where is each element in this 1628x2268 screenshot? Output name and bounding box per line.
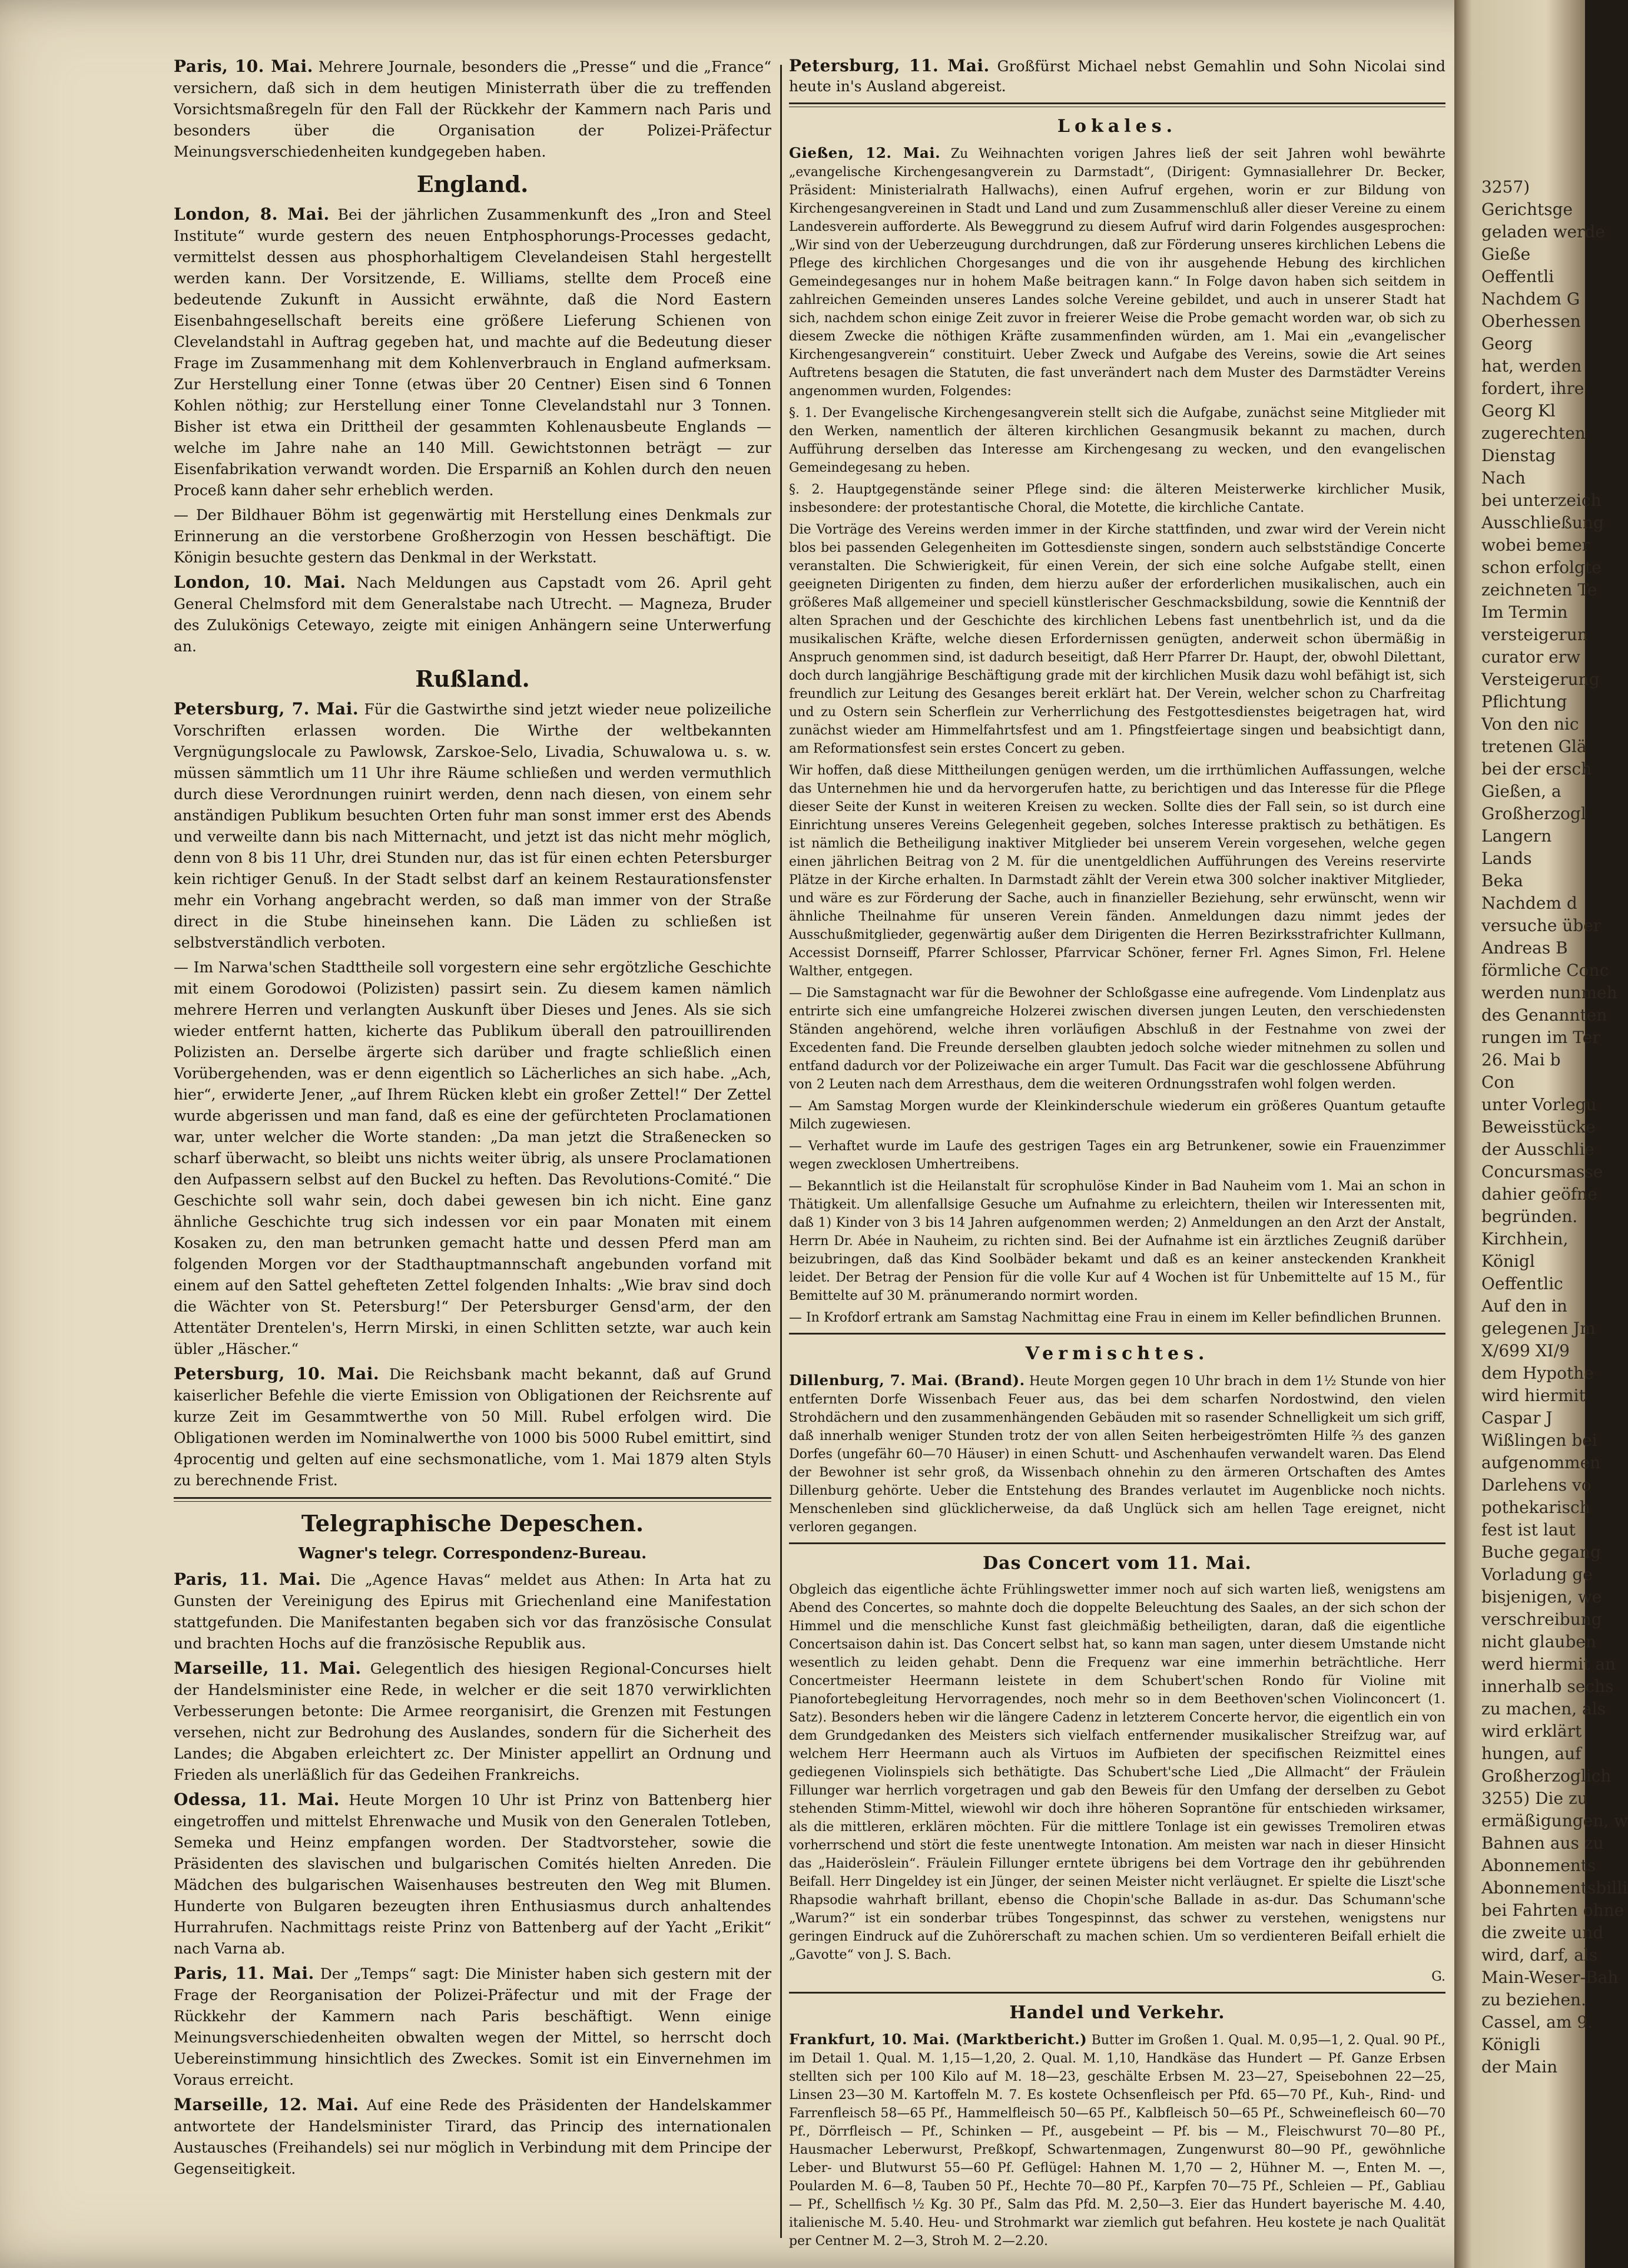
section-subtitle-telegraphic: Wagner's telegr. Correspondenz-Bureau. xyxy=(298,1545,647,1562)
edge-text-line: rungen im Ter xyxy=(1481,1028,1600,1047)
dateline: Paris, 10. Mai. xyxy=(174,57,313,76)
article-paragraph xyxy=(789,521,1445,758)
edge-text-line: zeichneten Te xyxy=(1481,580,1597,600)
edge-text-line: Großherzogl xyxy=(1481,804,1586,823)
article-text: Heute Morgen gegen 10 Uhr brach in dem 1½ Stunde von hier entfernten Dorfe Wissenbach Feuer aus, das bei dem scharfen Nordostwind, den vielen Strohdächern und den zusammenhängenden Gebäuden mit so rasender Schnelligkeit um sich griff, daß innerhalb weniger Stunden trotz der von allen Seiten herbeigeströmten Hilfe ⅔ des ganzen Dorfes (ungefähr 60—70 Häuser) in einen Schutt- und Aschenhaufen verwandelt waren. Das Elend der Bewohner ist sehr groß, da Wissenbach ohnehin zu den ärmeren Ortschaften des Amtes Dillenburg gehörte. Ueber die Entstehung des Brandes verlautet im Augenblicke noch nichts. Menschenleben sind glücklicherweise, da daß Unglück sich am hellen Tage ereignet, nicht verloren gegangen. xyxy=(789,1374,1445,1535)
column-divider xyxy=(780,65,782,2238)
article-paragraph xyxy=(174,204,771,501)
edge-text-line: Cassel, am 9. xyxy=(1481,2012,1593,2032)
edge-text-line: zu machen, als xyxy=(1481,1699,1606,1719)
right-column xyxy=(789,56,1445,2254)
section-title-lokales: Lokales. xyxy=(1057,116,1178,137)
article-text: — Der Bildhauer Böhm ist gegenwärtig mit Herstellung eines Denkmals zur Erinnerung an die verstorbene Großherzogin von Hessen beschäftigt. Die Königin besuchte gestern das Denkmal in der Werkstatt. xyxy=(174,506,771,566)
left-column xyxy=(174,56,771,2183)
edge-text-line: Nach xyxy=(1481,468,1526,488)
edge-text-line: 3255) Die zu xyxy=(1481,1789,1588,1808)
article-paragraph xyxy=(174,1789,771,1959)
article-paragraph xyxy=(789,481,1445,517)
edge-text-line: nicht glauben xyxy=(1481,1632,1596,1651)
edge-text-line: Auf den in xyxy=(1481,1296,1567,1316)
section-divider xyxy=(789,1992,1445,1994)
edge-text-line: aufgenommen xyxy=(1481,1453,1601,1472)
edge-text-line: Gieße xyxy=(1481,244,1531,264)
edge-text-line: wird hiermit xyxy=(1481,1386,1586,1405)
section-divider xyxy=(789,102,1445,107)
edge-text-line: Ausschließung xyxy=(1481,513,1604,532)
edge-text-line: dem Hypothe xyxy=(1481,1363,1594,1383)
edge-text-line: des Genannten xyxy=(1481,1005,1607,1025)
article-text: — Verhaftet wurde im Laufe des gestrigen Tages ein arg Betrunkener, sowie ein Frauenzimmer wegen zwecklosen Umhertreibens. xyxy=(789,1139,1445,1172)
edge-text-line: Georg xyxy=(1481,334,1533,353)
edge-text-line: Im Termin xyxy=(1481,602,1568,622)
edge-text-line: bei Fahrten ohne xyxy=(1481,1901,1624,1920)
edge-text-line: Oeffentlic xyxy=(1481,1274,1563,1293)
dateline: Petersburg, 7. Mai. xyxy=(174,699,359,719)
edge-text-line: werd hiermit an xyxy=(1481,1654,1616,1674)
edge-text-line: Gießen, a xyxy=(1481,782,1561,801)
dateline: Marseille, 11. Mai. xyxy=(174,1658,362,1678)
edge-text-line: Langern xyxy=(1481,826,1552,846)
dateline: Dillenburg, 7. Mai. (Brand). xyxy=(789,1372,1025,1389)
dateline: Petersburg, 10. Mai. xyxy=(174,1364,380,1383)
edge-text-line: Oberhessen xyxy=(1481,312,1581,331)
article-text: — Am Samstag Morgen wurde der Kleinkinderschule wiederum ein größeres Quantum getaufte Milch zugewiesen. xyxy=(789,1099,1445,1132)
article-paragraph xyxy=(174,2094,771,2180)
article-text: §. 2. Hauptgegenstände seiner Pflege sind: die älteren Meisterwerke kirchlicher Musik, insbesondere: der protestantische Choral, die Motette, die kirchliche Cantate. xyxy=(789,482,1445,515)
section-title-russland: Rußland. xyxy=(415,665,530,692)
article-paragraph xyxy=(789,984,1445,1094)
article-text: Bei der jährlichen Zusammenkunft des „Iron and Steel Institute“ wurde gestern des neuen Entphosphorungs-Processes gedacht, vermittelst dessen aus phosphorhaltigem Clevelandeisen Stahl hergestellt werden kann. Der Vorsitzende, E. Williams, stellte dem Proceß eine bedeutende Zukunft in Aussicht erwähnte, daß die Nord Eastern Eisenbahngesellschaft bereits eine größere Lieferung Schienen von Clevelandstahl in Auftrag gegeben hat, und machte auf die Bedeutung dieser Frage im Zusammenhang mit dem Kohlenverbrauch in England aufmerksam. Zur Herstellung einer Tonne (etwas über 20 Centner) Eisen sind 6 Tonnen Kohlen nöthig; zur Herstellung einer Tonne Clevelandstahl nur 3 Tonnen. Bisher ist etwa ein Drittheil der gesammten Kohlenausbeute Englands — welche im Jahre nahe an 140 Mill. Gewichtstonnen beträgt — zur Eisenfabrikation verwandt worden. Die Ersparniß an Kohlen durch den neuen Proceß kann daher sehr erheblich werden. xyxy=(174,206,772,499)
article-text: Mehrere Journale, besonders die „Presse“ und die „France“ versichern, daß sich in dem heutigen Ministerrath über die zu treffenden Vorsichtsmaßregeln für den Fall der Rückkehr der Kammern nach Paris und besonders über die Organisation der Polizei-Präfectur Meinungsverschiedenheiten kundgegeben haben. xyxy=(174,58,771,160)
article-paragraph xyxy=(789,1309,1445,1327)
edge-text-line: Beka xyxy=(1481,871,1523,890)
edge-text-line: gelegenen Jm xyxy=(1481,1319,1596,1338)
article-paragraph xyxy=(789,1371,1445,1537)
edge-text-line: Bahnen aus zu xyxy=(1481,1833,1604,1853)
dateline: Odessa, 11. Mai. xyxy=(174,1790,340,1809)
edge-text-line: 3257) xyxy=(1481,177,1530,197)
article-text: Nach Meldungen aus Capstadt vom 26. April geht General Chelmsford mit dem Generalstabe nach Utrecht. — Magneza, Bruder des Zulukönigs Cetewayo, zeigte mit einigen Anhängern seine Unterwerfung an. xyxy=(174,574,771,655)
russland-articles xyxy=(174,698,771,1491)
edge-text-line: dahier geöfne xyxy=(1481,1184,1597,1204)
dateline: Frankfurt, 10. Mai. (Marktbericht.) xyxy=(789,2031,1087,2048)
edge-text-line: bei unterzeich xyxy=(1481,491,1602,510)
edge-text-line: die zweite und xyxy=(1481,1923,1604,1942)
edge-text-line: Pflichtung xyxy=(1481,692,1567,711)
section-title-vermischtes: Vermischtes. xyxy=(1025,1343,1209,1364)
article-text: Die „Agence Havas“ meldet aus Athen: In Arta hat zu Gunsten der Vereinigung des Epirus mit Griechenland eine Manifestation stattgefunden. Die Manifestanten begaben sich vor das französische Consulat und brachten Hochs auf die französische Republik aus. xyxy=(174,1571,771,1652)
edge-text-line: Königl xyxy=(1481,1251,1535,1271)
article-text: — Bekanntlich ist die Heilanstalt für scrophulöse Kinder in Bad Nauheim vom 1. Mai an schon in Thätigkeit. Um allenfallsige Gesuche um Aufnahme zu erleichtern, theilen wir Interessenten mit, daß 1) Kinder von 3 bis 14 Jahren aufgenommen werden; 2) Anmeldungen an den Arzt der Anstalt, Herrn Dr. Abée in Nauheim, zu richten sind. Bei der Aufnahme ist ein ärztliches Zeugniß darüber beizubringen, daß das Kind Soolbäder bekamt und daß es an keiner ansteckenden Krankheit leidet. Der Betrag der Pension für die volle Kur auf 4 Wochen ist für Unbemittelte auf 15 M., für Bemittelte auf 30 M. pränumerando normirt worden. xyxy=(789,1179,1445,1303)
signature: G. xyxy=(1431,1969,1445,1984)
edge-text-line: wobei bemer xyxy=(1481,535,1590,555)
article-text: — Im Narwa'schen Stadttheile soll vorgestern eine sehr ergötzliche Geschichte mit einem Gorodowoi (Polizisten) passirt sein. Zu diesem kamen nämlich mehrere Herren und verlangten Auskunft über Dieses und Jenes. Als sie sich wieder entfernt hatten, kicherte das Publikum überall den patrouillirenden Polizisten an. Derselbe ärgerte sich darüber und fragte schließlich einen Vorübergehenden, was er denn eigentlich so Lächerliches an sich habe. „Ach, hier“, erwiderte Jener, „auf Ihrem Rücken klebt ein großer Zettel!“ Der Zettel wurde abgerissen und man fand, daß es eine der gefürchteten Proclamationen war, unter welcher die Worte standen: „Da man jetzt die Straßenecken so scharf überwacht, so bleibt uns nichts weiter übrig, als unsere Proclamationen den Aufpassern selbst auf den Buckel zu heften. Das Revolutions-Comité.“ Die Geschichte soll wahr sein, doch dabei gewesen bin ich nicht. Eine ganz ähnliche Geschichte trug sich indessen vor ein paar Monaten mit einem Kosaken zu, den man betrunken gemacht hatte und dessen Pferd man am folgenden Morgen vor der Stadthauptmannschaft angebunden vorfand mit einem auf den Sattel gehefteten Zettel folgenden Inhalts: „Wie brav sind doch die Wächter von St. Petersburg!“ Der Petersburger Gensd'arm, der den Attentäter Drentelen's, Herrn Mirski, in einen Schlitten setzte, war auch kein übler „Häscher.“ xyxy=(174,959,771,1358)
edge-text-line: Gerichtsge xyxy=(1481,200,1573,219)
edge-text-line: Beweisstücke xyxy=(1481,1117,1596,1137)
dateline: Marseille, 12. Mai. xyxy=(174,2095,359,2114)
edge-text-line: Königli xyxy=(1481,2035,1540,2054)
edge-text-line: X/699 XI/9 xyxy=(1481,1341,1570,1360)
article-text: — Die Samstagnacht war für die Bewohner der Schloßgasse eine aufregende. Vom Lindenplatz aus entrirte sich eine umfangreiche Holzerei zwischen diversen jungen Leuten, den verschiedensten Ständen angehörend, welche ihren vorläufigen Abschluß in der Festnahme von zwei der Excedenten fand. Die Freunde derselben glaubten jedoch solche wieder mitnehmen zu sollen und entfand dadurch vor der Polizeiwache ein arger Tumult. Das Facit war die geschlossene Abführung von 2 Leuten nach dem Arresthaus, dem die weiteren Ordnungsstrafen wohl folgen werden. xyxy=(789,986,1445,1092)
edge-text-line: versuche über xyxy=(1481,916,1602,935)
article-paragraph xyxy=(789,404,1445,477)
section-divider xyxy=(789,1542,1445,1544)
edge-text-line: tretenen Glä xyxy=(1481,737,1587,756)
dateline: Paris, 11. Mai. xyxy=(174,1964,314,1983)
edge-text-line: förmliche Conc xyxy=(1481,961,1609,980)
article-paragraph xyxy=(789,1137,1445,1174)
edge-text-line: Vorladung ge xyxy=(1481,1565,1593,1584)
section-title-concert: Das Concert vom 11. Mai. xyxy=(983,1553,1252,1574)
edge-text-line: unter Vorlegu xyxy=(1481,1095,1597,1114)
edge-text-line: Nachdem G xyxy=(1481,289,1580,309)
edge-text-line: hungen, auf xyxy=(1481,1744,1581,1763)
article-text: §. 1. Der Evangelische Kirchengesangverein stellt sich die Aufgabe, zunächst seine Mitglieder mit den Werken, namentlich der älteren kirchlichen Gesangmusik bekannt zu machen, durch Aufführung derselben das Interesse am Kirchengesang zu wecken, und den evangelischen Gemeindegesang zu heben. xyxy=(789,406,1445,475)
edge-text-line: Von den nic xyxy=(1481,714,1579,734)
edge-text-line: geladen werde xyxy=(1481,222,1605,241)
edge-text-line: zugerechten xyxy=(1481,423,1586,443)
edge-text-line: werden nunmeh xyxy=(1481,983,1617,1002)
edge-text-line: wird erklärt xyxy=(1481,1721,1582,1741)
concert-review xyxy=(789,1581,1445,1964)
article-text: — In Krofdorf ertrank am Samstag Nachmittag eine Frau in einem im Keller befindlichen Brunnen. xyxy=(789,1310,1441,1325)
dateline: London, 10. Mai. xyxy=(174,572,346,592)
section-title-handel: Handel und Verkehr. xyxy=(1009,2002,1225,2023)
dateline: Petersburg, 11. Mai. xyxy=(789,56,990,75)
edge-text-line: Concursmasse xyxy=(1481,1162,1603,1181)
edge-text-line: Abonnements xyxy=(1481,1856,1596,1875)
article-text: Auf eine Rede des Präsidenten der Handelskammer antwortete der Handelsminister Tirard, das Princip des internationalen Austausches (Freihandels) sei nur möglich in Verbindung mit dem Principe der Gegenseitigkeit. xyxy=(174,2097,771,2177)
edge-text-line: bisjenigen, we xyxy=(1481,1587,1602,1607)
edge-text-line: schon erfolgte xyxy=(1481,558,1602,577)
article-paragraph xyxy=(174,698,771,953)
dateline: London, 8. Mai. xyxy=(174,204,330,224)
article-paragraph xyxy=(174,1963,771,2091)
edge-text-line: wird, darf, als xyxy=(1481,1945,1598,1965)
edge-text-line: Main-Weser-Bah xyxy=(1481,1968,1619,1987)
edge-text-line: zu beziehen. xyxy=(1481,1990,1586,2009)
edge-text-line: curator erw xyxy=(1481,647,1581,667)
section-divider xyxy=(789,1333,1445,1335)
edge-text-line: fordert, ihre xyxy=(1481,379,1584,398)
article-paragraph xyxy=(174,572,771,657)
edge-text-line: versteigerun xyxy=(1481,625,1588,644)
article-paragraph xyxy=(789,1097,1445,1134)
edge-text-line: der Ausschlie xyxy=(1481,1140,1594,1159)
edge-text-line: pothekarisch xyxy=(1481,1498,1590,1517)
edge-text-line: Andreas B xyxy=(1481,938,1568,958)
article-petersburg-11-mai xyxy=(789,56,1445,97)
edge-text-line: Versteigerung xyxy=(1481,670,1600,689)
england-articles xyxy=(174,204,771,657)
edge-text-line: Abonnementsbilli xyxy=(1481,1878,1628,1898)
article-paragraph xyxy=(174,1569,771,1654)
section-title-england: England. xyxy=(416,171,529,197)
edge-text-line: Dienstag xyxy=(1481,446,1556,465)
section-title-telegraphic: Telegraphische Depeschen. xyxy=(301,1510,644,1537)
article-text: Für die Gastwirthe sind jetzt wieder neue polizeiliche Vorschriften erlassen worden. Die Wirthe der weltbekannten Vergnügungslocale zu Pawlowsk, Zarskoe-Selo, Livadia, Schuwalowa u. s. w. müssen sämmtlich um 11 Uhr ihre Räume schließen und werden vermuthlich durch diese Verordnungen ruinirt werden, denn nach diesen, von einem sehr anständigen Publikum besuchten Orten fuhr man sonst immer erst des Abends und verweilte dann bis nach Mitternacht, und jetzt ist das nicht mehr möglich, denn von 8 bis 11 Uhr, drei Stunden nur, das ist für einen echten Petersburger kein richtiger Genuß. In der Stadt selbst darf an keinem Restaurationsfenster mehr ein Vorhang angebracht werden, so daß man immer von der Straße direct in die Stube hineinsehen kann. Die Läden zu schließen ist selbstverständlich verboten. xyxy=(174,701,771,951)
telegraphic-articles xyxy=(174,1569,771,2180)
edge-text-line: Darlehens vo xyxy=(1481,1475,1591,1495)
lokales-articles xyxy=(789,144,1445,1327)
edge-text-line: Buche gegang xyxy=(1481,1542,1601,1562)
edge-text-line: 26. Mai b xyxy=(1481,1050,1561,1070)
article-text: Heute Morgen 10 Uhr ist Prinz von Battenberg hier eingetroffen und mittelst Ehrenwache und Musik von den Generalen Totleben, Semeka und Heinz empfangen worden. Der Stadtvorsteher, sowie die Präsidenten des slavischen und bulgarischen Comités hielten Anreden. Die Mädchen des bulgarischen Waisenhauses bestreuten den Weg mit Blumen. Hunderte von Bulgaren bezeugten ihren Enthusiasmus durch anhaltendes Hurrahrufen. Nachmittags reiste Prinz von Battenberg auf der Yacht „Erikit“ nach Varna ab. xyxy=(174,1792,771,1957)
edge-text-line: Nachdem d xyxy=(1481,893,1577,913)
article-text: Der „Temps“ sagt: Die Minister haben sich gestern mit der Frage der Reorganisation der Polizei-Präfectur und mit der Frage der Rückkehr der Kammern nach Paris beschäftigt. Wenn einige Meinungsverschiedenheiten obwalten wegen der Mittel, so herrscht doch Uebereinstimmung hinsichtlich des Zweckes. Somit ist ein Einvernehmen im Voraus erreicht. xyxy=(174,1965,771,2088)
edge-text-line: Con xyxy=(1481,1072,1515,1092)
edge-text-line: Lands xyxy=(1481,849,1532,868)
article-paragraph xyxy=(174,1658,771,1786)
edge-text-line: bei der ersch xyxy=(1481,759,1592,779)
dateline: Paris, 11. Mai. xyxy=(174,1570,321,1589)
article-paris-10-mai xyxy=(174,56,771,163)
article-text: Die Vorträge des Vereins werden immer in der Kirche stattfinden, und zwar wird der Verein nicht blos bei passenden Gelegenheiten im Gottesdienste singen, sondern auch selbstständige Concerte veranstalten. Die Schwierigkeit, für einen Verein, der sich eine solche Aufgabe stellt, einen geeigneten Dirigenten zu finden, dem hierzu außer der erforderlichen musikalischen, auch ein größeres Maß allgemeiner und speciell künstlerischer Geschmacksbildung, sowie die Kenntniß der alten Sprachen und der Geschichte des kirchlichen Lebens fast unentbehrlich ist, und da die musikalischen Kräfte, welche diesen Erfordernissen genügten, anderweit schon übermäßig in Anspruch genommen sind, ist dadurch beseitigt, daß Herr Pfarrer Dr. Haupt, der, obwohl Dilettant, doch durch langjährige Beschäftigung grade mit der kirchlichen Musik dazu wohl befähigt ist, sich freundlich zur Leitung des Gesanges bereit erklärt hat. Der Verein, welcher schon zu Charfreitag und zu Ostern sein Scherflein zur Verherrlichung des Festgottesdienstes beigetragen hat, wird zunächst wieder am Himmelfahrtsfest und am 1. Pfingstfeiertage singen und beabsichtigt dann, am Reformationsfest sein erstes Concert zu geben. xyxy=(789,522,1445,756)
article-text: Zu Weihnachten vorigen Jahres ließ der seit Jahren wohl bewährte „evangelische Kirchengesangverein zu Darmstadt“, (Dirigent: Gymnasiallehrer Dr. Becker, Präsident: Ministerialrath Hallwachs), einen Aufruf ergehen, worin er zur Bildung von Kirchengesangvereinen in Stadt und Land und zum Zusammenschluß aller dieser Vereine zu einem Landesverein aufforderte. Als Beweggrund zu diesem Aufruf wird darin Folgendes ausgesprochen: „Wir sind von der Ueberzeugung durchdrungen, daß zur Förderung unseres kirchlichen Lebens die Pflege des kirchlichen Chorgesanges und die von ihr ausgehende Hebung des kirchlichen Gemeindegesanges nur in hohem Maße beitragen kann.“ In Folge davon haben sich seitdem in zahlreichen Gemeinden unseres Landes solche Vereine gebildet, und auch in unserer Stadt hat sich, nachdem schon einige Zeit zuvor in freierer Weise die Probe gemacht worden war, ob sich zu diesem Zwecke die nöthigen Kräfte zusammenfinden würden, am 1. Mai ein „evangelischer Kirchengesangverein“ constituirt. Ueber Zweck und Aufgabe des Vereins, sowie die Art seines Auftretens besagen die Statuten, die fast unverändert nach dem Muster des Darmstädter Vereins angenommen wurden, Folgendes: xyxy=(789,147,1445,399)
edge-text-line: Kirchhein, xyxy=(1481,1229,1569,1249)
edge-text-line: Caspar J xyxy=(1481,1408,1553,1428)
edge-text-line: fest ist laut xyxy=(1481,1520,1576,1539)
article-text: Gelegentlich des hiesigen Regional-Concurses hielt der Handelsminister eine Rede, in welcher er die seit 1870 verwirklichten Verbesserungen betonte: Die Armee reorganisirt, die Grenzen mit Festungen versehen, nicht zur Bedrohung des Auslandes, sondern für die Sicherheit des Landes; die Abgaben erleichtert zc. Der Minister appellirt an Ordnung und Frieden als unerläßlich für das Gedeihen Frankreichs. xyxy=(174,1660,772,1783)
article-text: Butter im Großen 1. Qual. M. 0,95—1, 2. Qual. 90 Pf., im Detail 1. Qual. M. 1,15—1,20, 2. Qual. M. 1,10, Handkäse das Hundert — Pf. Ganze Erbsen stellten sich per 100 Kilo auf M. 18—23, geschälte Erbsen M. 23—27, Speisebohnen 22—25, Linsen 23—30 M. Kartoffeln M. 7. Es kostete Ochsenfleisch per Pfd. 65—70 Pf., Kuh-, Rind- und Farrenfleisch 58—65 Pf., Hammelfleisch 50—65 Pf., Kalbfleisch 50—65 Pf., Schweinefleisch 60—70 Pf., Dörrfleisch — Pf., Schinken — Pf., ausgebeint — Pf. bis — M., Fleischwurst 70—80 Pf., Hausmacher Leberwurst, Preßkopf, Schwartenmagen, Zungenwurst 80—90 Pf., gewöhnliche Leber- und Blutwurst 55—60 Pf. Geflügel: Hahnen M. 1,70 — 2, Hühner M. —, Enten M. —, Poularden M. 6—8, Tauben 50 Pf., Hechte 70—80 Pf., Karpfen 70—75 Pf., Schleien — Pf., Gabliau — Pf., Schellfisch ½ Kg. 30 Pf., Salm das Pfd. M. 2,50—3. Eier das Hundert bayerische M. 4.40, italienische M. 5.40. Heu- und Strohmarkt war ziemlich gut befahren. Heu kostete je nach Qualität per Centner M. 2—3, Stroh M. 2—2.20. xyxy=(789,2033,1445,2249)
edge-text-line: Oeffentli xyxy=(1481,267,1554,286)
edge-text-line: Georg Kl xyxy=(1481,401,1556,421)
edge-text-line: ermäßigungen, w xyxy=(1481,1811,1628,1830)
article-text: Die Reichsbank macht bekannt, daß auf Grund kaiserlicher Befehle die vierte Emission von Obligationen der Reichsrente auf kurze Zeit im Gesammtwerthe von 50 Mill. Rubel erfolgen wird. Die Obligationen werden im Nominalwerthe von 1000 bis 5000 Rubel emittirt, sind 4procentig und gelten auf eine sechsmonatliche, vom 1. Mai 1879 alten Styls zu berechnende Frist. xyxy=(174,1366,771,1489)
edge-text-line: verschreibung xyxy=(1481,1610,1602,1629)
article-paragraph xyxy=(174,957,771,1360)
edge-text-line: innerhalb sechs xyxy=(1481,1677,1614,1696)
adjacent-page-edge xyxy=(1454,0,1628,2268)
dateline: Gießen, 12. Mai. xyxy=(789,144,941,161)
edge-text-line: hat, werden xyxy=(1481,356,1582,376)
article-paragraph xyxy=(789,1177,1445,1305)
article-paragraph xyxy=(174,505,771,568)
vermischtes-articles xyxy=(789,1371,1445,1537)
edge-text-line: Wißlingen bei xyxy=(1481,1431,1597,1450)
market-report xyxy=(789,2030,1445,2250)
edge-text-line: Großherzoglich xyxy=(1481,1766,1612,1786)
article-text: Wir hoffen, daß diese Mittheilungen genügen werden, um die irrthümlichen Auffassungen, welche das Unternehmen hie und da hervorgerufen hatte, zu berichtigen und das Interesse für die Pflege dieser Seite der Kunst in weiteren Kreisen zu wecken. Sollte dies der Fall sein, so ist durch eine Einrichtung unseres Vereins Gelegenheit gegeben, solches Interesse praktisch zu bethätigen. Es ist nämlich die Betheiligung inaktiver Mitglieder bei unserem Verein vorgesehen, welche gegen einen jährlichen Beitrag von 2 M. für die unentgeldlichen Aufführungen des Vereins reservirte Plätze in der Kirche erhalten. In Darmstadt zählt der Verein etwa 300 solcher inaktiver Mitglieder, und wäre es zur Förderung der Sache, auch in finanzieller Beziehung, sehr erwünscht, wenn wir ähnliche Theilnahme für unseren Verein fänden. Anmeldungen dazu nimmt jedes der Ausschußmitglieder, gegenwärtig außer dem Dirigenten die Herren Bezirksstrafrichter Kullmann, Accessist Dornseiff, Pfarrer Schlosser, Pfarrvicar Schöner, ferner Frl. Agnes Simon, Frl. Helene Walther, entgegen. xyxy=(789,763,1445,979)
article-text: Obgleich das eigentliche ächte Frühlingswetter immer noch auf sich warten ließ, wenigstens am Abend des Concertes, so mahnte doch die doppelte Beleuchtung des Saales, an der sich schon der Himmel und die menschliche Kunst fast gleichmäßig betheiligten, daran, daß die eigentliche Concertsaison dahin ist. Das Concert selbst hat, so kann man sagen, unter diesem Umstande nicht wesentlich zu leiden gehabt. Denn die Frequenz war eine immerhin beträchtliche. Herr Concertmeister Heermann leistete in dem Schubert'schen Rondo für Violine mit Pianofortebegleitung Hervorragendes, noch mehr so in dem Beethoven'schen Violinconcert (1. Satz). Besonders heben wir die längere Cadenz in letzterem Concerte hervor, die eigentlich ein von dem Grundgedanken des Meisters sich vielfach entfernender musikalischer Streifzug war, auf welchem Herr Heermann auch als Virtuos im Aufbieten der specifischen Reizmittel eines gediegenen Violinspiels sich bethätigte. Das Schubert'sche Lied „Die Allmacht“ der Fräulein Fillunger war herrlich vorgetragen und gab den Beweis für den Umfang der derselben zu Gebot stehenden Stimm-Mittel, wiewohl wir doch ihre höheren Soprantöne für entschieden wirksamer, als die mittleren, erklären möchten. Für die mittlere Tonlage ist ein gewisses Tremoliren etwas vorherrschend und stört die feste unentwegte Intonation. Am meisten war nach in dieser Hinsicht das „Haideröslein“. Fräulein Fillunger erntete übrigens bei dem Vortrage den ihr gebührenden Beifall. Herr Dingeldey ist ein Jünger, der seinen Meister nicht verläugnet. Er spielte die Liszt'sche Rhapsodie wahrhaft brillant, ebenso die Chopin'sche Ballade in as-dur. Das Schumann'sche „Warum?“ ist ein sonderbar trübes Tongespinnst, das schwer zu verstehen, wenigstens nur geringen Eindruck auf die Zuhörerschaft zu machen schien. Um so verdienteren Beifall erhielt die „Gavotte“ von J. S. Bach. xyxy=(789,1582,1445,1962)
edge-text-line: der Main xyxy=(1481,2057,1558,2077)
article-paragraph xyxy=(174,1363,771,1491)
article-text: Großfürst Michael nebst Gemahlin und Sohn Nicolai sind heute in's Ausland abgereist. xyxy=(789,58,1445,95)
article-paragraph xyxy=(789,144,1445,400)
edge-text-line: begründen. xyxy=(1481,1207,1578,1226)
article-paragraph xyxy=(789,761,1445,981)
section-divider xyxy=(174,1497,771,1502)
